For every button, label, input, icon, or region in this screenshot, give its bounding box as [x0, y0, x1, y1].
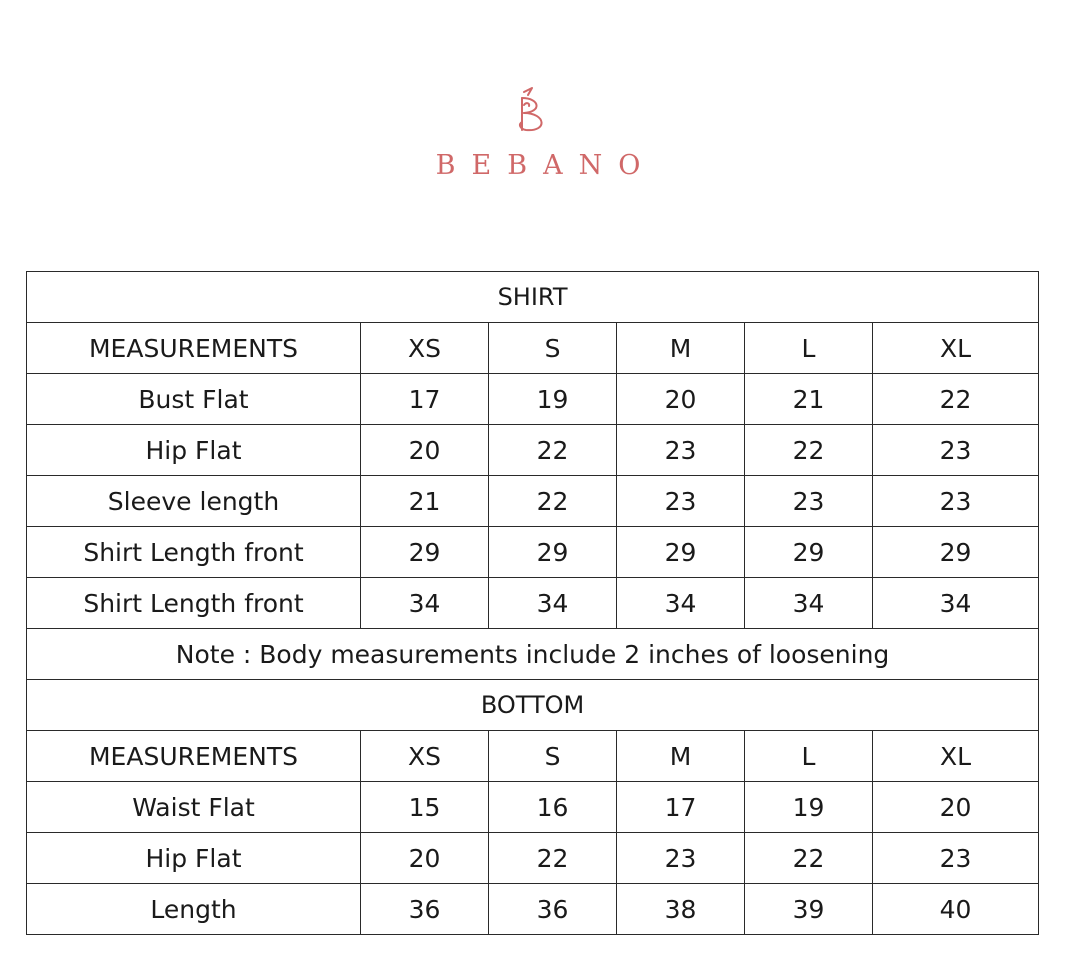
bebano-logo-icon	[510, 86, 554, 136]
size-chart-table	[26, 271, 1039, 935]
table-cell: 17	[617, 782, 745, 833]
table-cell: 16	[489, 782, 617, 833]
row-label: Shirt Length front	[27, 527, 361, 578]
header-cell: MEASUREMENTS	[27, 731, 361, 782]
header-row	[27, 323, 1039, 374]
table-cell: 23	[617, 476, 745, 527]
table-cell: 23	[873, 425, 1039, 476]
table-cell: 23	[617, 425, 745, 476]
header-cell: XL	[873, 731, 1039, 782]
table-cell: 22	[745, 425, 873, 476]
table-cell: 40	[873, 884, 1039, 935]
header-cell: S	[489, 323, 617, 374]
table-cell: 23	[617, 833, 745, 884]
table-row	[27, 425, 1039, 476]
table-cell: 22	[745, 833, 873, 884]
table-row	[27, 476, 1039, 527]
table-cell: 23	[873, 833, 1039, 884]
row-label: Hip Flat	[27, 425, 361, 476]
table-cell: 23	[745, 476, 873, 527]
section-title-row	[27, 680, 1039, 731]
table-cell: 38	[617, 884, 745, 935]
header-cell: M	[617, 731, 745, 782]
table-cell: 15	[361, 782, 489, 833]
table-cell: 20	[361, 833, 489, 884]
table-cell: 21	[745, 374, 873, 425]
row-label: Waist Flat	[27, 782, 361, 833]
row-label: Length	[27, 884, 361, 935]
table-cell: 29	[745, 527, 873, 578]
header-cell: MEASUREMENTS	[27, 323, 361, 374]
row-label: Bust Flat	[27, 374, 361, 425]
table-row	[27, 527, 1039, 578]
table-cell: 34	[361, 578, 489, 629]
table-cell: 22	[873, 374, 1039, 425]
table-cell: 29	[489, 527, 617, 578]
table-cell: 29	[873, 527, 1039, 578]
table-cell: 19	[489, 374, 617, 425]
table-cell: 39	[745, 884, 873, 935]
header-row	[27, 731, 1039, 782]
section-title: BOTTOM	[27, 680, 1039, 731]
header-cell: XS	[361, 323, 489, 374]
header-cell: S	[489, 731, 617, 782]
table-cell: 29	[361, 527, 489, 578]
table-cell: 34	[873, 578, 1039, 629]
table-cell: 23	[873, 476, 1039, 527]
table-row	[27, 374, 1039, 425]
row-label: Sleeve length	[27, 476, 361, 527]
section-title: SHIRT	[27, 272, 1039, 323]
header-cell: M	[617, 323, 745, 374]
header-cell: XL	[873, 323, 1039, 374]
row-label: Hip Flat	[27, 833, 361, 884]
table-cell: 17	[361, 374, 489, 425]
table-cell: 34	[745, 578, 873, 629]
table-cell: 29	[617, 527, 745, 578]
table-cell: 19	[745, 782, 873, 833]
header-cell: L	[745, 731, 873, 782]
table-cell: 22	[489, 425, 617, 476]
table-row	[27, 833, 1039, 884]
table-cell: 34	[617, 578, 745, 629]
table-row	[27, 884, 1039, 935]
table-cell: 36	[361, 884, 489, 935]
brand-name: BEBANO	[435, 150, 657, 181]
note-text: Note : Body measurements include 2 inches of loosening	[27, 629, 1039, 680]
row-label: Shirt Length front	[27, 578, 361, 629]
header-cell: XS	[361, 731, 489, 782]
table-cell: 22	[489, 833, 617, 884]
table-cell: 36	[489, 884, 617, 935]
table-row	[27, 782, 1039, 833]
note-row	[27, 629, 1039, 680]
table-cell: 20	[873, 782, 1039, 833]
table-row	[27, 578, 1039, 629]
table-cell: 34	[489, 578, 617, 629]
header-cell: L	[745, 323, 873, 374]
table-cell: 20	[617, 374, 745, 425]
table-cell: 21	[361, 476, 489, 527]
section-title-row	[27, 272, 1039, 323]
table-cell: 22	[489, 476, 617, 527]
table-cell: 20	[361, 425, 489, 476]
